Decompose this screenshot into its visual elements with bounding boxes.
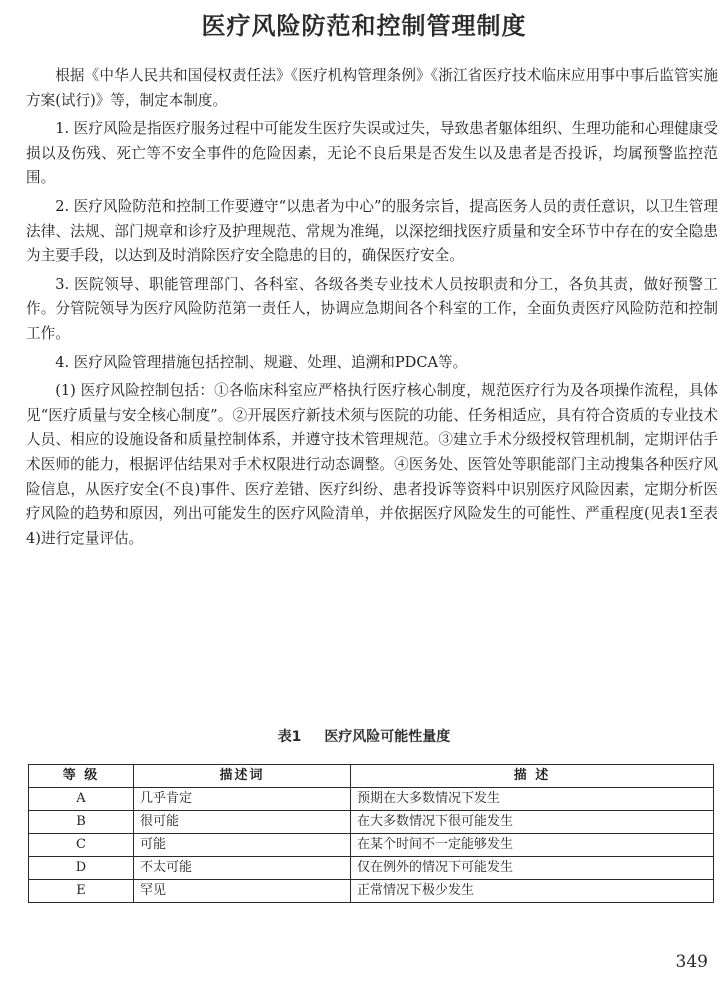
page-number: 349 — [675, 952, 708, 972]
table-row — [29, 834, 714, 857]
cell-term: 不太可能 — [134, 857, 351, 880]
risk-likelihood-table — [28, 764, 714, 903]
clause-2-paragraph: 2. 医疗风险防范和控制工作要遵守“以患者为中心”的服务宗旨，提高医务人员的责任意识，以卫生管理法律、法规、部门规章和诊疗及护理规范、常规为准绳，以深挖细找医疗质量和安全环节中存在的安全隐患为主要手段，以达到及时消除医疗安全隐患的目的，确保医疗安全。 — [26, 197, 718, 265]
table-header-row — [29, 765, 714, 788]
cell-level: E — [29, 880, 134, 903]
cell-desc: 仅在例外的情况下可能发生 — [351, 857, 714, 880]
cell-desc: 在大多数情况下很可能发生 — [351, 811, 714, 834]
page-title: 医疗风险防范和控制管理制度 — [201, 12, 527, 40]
clause-1-paragraph: 1. 医疗风险是指医疗服务过程中可能发生医疗失误或过失，导致患者躯体组织、生理功能和心理健康受损以及伤残、死亡等不安全事件的危险因素，无论不良后果是否发生以及患者是否投诉，均属预警监控范围。 — [26, 120, 718, 187]
header-desc: 描 述 — [351, 765, 714, 788]
table-row — [29, 880, 714, 903]
table-caption-title: 医疗风险可能性量度 — [324, 729, 451, 745]
intro-paragraph: 根据《中华人民共和国侵权责任法》《医疗机构管理条例》《浙江省医疗技术临床应用事中事后监管实施方案(试行)》等，制定本制度。 — [26, 67, 718, 109]
cell-level: C — [29, 834, 134, 857]
cell-level: D — [29, 857, 134, 880]
table-row — [29, 857, 714, 880]
cell-level: A — [29, 788, 134, 811]
table-caption-label: 表1 — [277, 729, 302, 745]
cell-desc: 预期在大多数情况下发生 — [351, 788, 714, 811]
cell-level: B — [29, 811, 134, 834]
header-term: 描述词 — [134, 765, 351, 788]
clause-3-paragraph: 3. 医院领导、职能管理部门、各科室、各级各类专业技术人员按职责和分工，各负其责，做好预警工作。分管院领导为医疗风险防范第一责任人，协调应急期间各个科室的工作，全面负责医疗风险防范和控制工作。 — [26, 275, 718, 342]
table-row — [29, 788, 714, 811]
cell-desc: 在某个时间不一定能够发生 — [351, 834, 714, 857]
clause-4-1-paragraph: (1) 医疗风险控制包括：①各临床科室应严格执行医疗核心制度，规范医疗行为及各项操作流程，具体见“医疗质量与安全核心制度”。②开展医疗新技术须与医院的功能、任务相适应，具有符合资质的专业技术人员、相应的设施设备和质量控制体系，并遵守技术管理规范。③建立手术分级授权管理机制，定期评估手术医师的能力，根据评估结果对手术权限进行动态调整。④医务处、医管处等职能部门主动搜集各种医疗风险信息，从医疗安全(不良)事件、医疗差错、医疗纠纷、患者投诉等资料中识别医疗风险因素，定期分析医疗风险的趋势和原因，列出可能发生的医疗风险清单，并依据医疗风险发生的可能性、严重程度(见表1至表4)进行定量评估。 — [26, 382, 718, 547]
cell-term: 可能 — [134, 834, 351, 857]
table-row — [29, 811, 714, 834]
table-caption — [0, 726, 728, 746]
header-level: 等 级 — [29, 765, 134, 788]
cell-term: 很可能 — [134, 811, 351, 834]
clause-4-paragraph: 4. 医疗风险管理措施包括控制、规避、处理、追溯和PDCA等。 — [55, 353, 468, 371]
document-body — [26, 64, 718, 555]
cell-term: 罕见 — [134, 880, 351, 903]
cell-term: 几乎肯定 — [134, 788, 351, 811]
cell-desc: 正常情况下极少发生 — [351, 880, 714, 903]
